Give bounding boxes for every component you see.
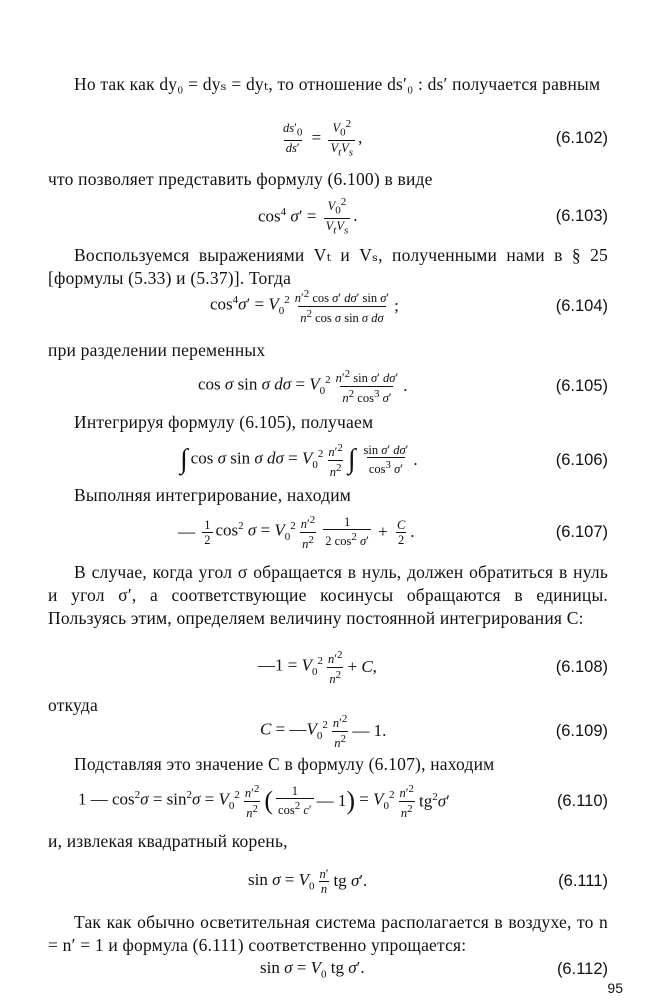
equation-6-110-formula: 1 — $\cos^2\sigma = \sin^2\sigma = V_0^2$ $\frac{n'^2}{n^2}$ ( $\frac{1}{\cos^2 c'}$ — 1 ) = $V_0^2$ $\frac{n'^2}{n^2}$ $tg^2\sigma'$: [78, 783, 450, 820]
equation-number: (6.104): [555, 296, 608, 315]
equation-6-109: [48, 711, 608, 751]
equation-6-106: [48, 440, 608, 480]
paragraph-1: [48, 73, 608, 96]
paragraph-2-text: что позволяет представить формулу (6.100) в виде: [48, 169, 433, 189]
paragraph-3-text: Воспользуемся выражениями Vₜ и Vₛ, полученными нами в § 25 [формулы (5.33) и (5.37)]. Тогда: [48, 245, 608, 288]
paragraph-6-text: Выполняя интегрирование, находим: [74, 485, 352, 505]
equation-6-107: [48, 512, 608, 552]
equation-6-103: [48, 196, 608, 236]
equation-6-111-formula: $\sin \sigma = V_0$ $\frac{n'}{n}$ tg σ′.: [248, 866, 368, 896]
equation-number: (6.109): [555, 721, 608, 740]
equation-6-105-formula: cos σ sin σ $d\sigma = V_0^2$ $\frac{n'^2 \sin \sigma' d\sigma'}{n^2 \cos^3 \sigma'}$ .: [198, 368, 408, 405]
equation-number: (6.112): [556, 959, 608, 978]
equation-6-112-formula: $\sin \sigma = V_0$ tg σ′.: [260, 957, 365, 981]
paragraph-1-text: Но так как dy₀ = dyₛ = dyₜ, то отношение ds′₀ : ds′ получается равным: [74, 74, 601, 94]
equation-6-106-formula: ∫ cos σ sin σ $d\sigma = V_0^2$ $\frac{n'^2}{n^2}$ ∫ $\frac{\text{sin σ′ dσ′}}{\cos^3 \sigma'}$ .: [180, 442, 418, 479]
equation-number: (6.106): [555, 450, 608, 469]
equation-6-111: [48, 861, 608, 901]
paragraph-10: [48, 830, 608, 853]
equation-6-105: [48, 366, 608, 406]
paragraph-5-text: Интегрируя формулу (6.105), получаем: [74, 412, 374, 432]
equation-6-112: [48, 949, 608, 989]
equation-6-107-formula: — $\frac{1}{2}$ $\cos^2 \sigma = V_0^2$ $\frac{n'^2}{n^2}$ $\frac{1}{2 \cos^2 \sigma'}$ + $\frac{C}{2}$ .: [178, 514, 415, 551]
paragraph-9: [48, 753, 608, 776]
equation-6-108: [48, 647, 608, 687]
paragraph-10-text: и, извлекая квадратный корень,: [48, 831, 288, 851]
page-number: 95: [607, 980, 623, 996]
paragraph-6: [48, 484, 608, 507]
equation-6-102: [48, 118, 608, 158]
equation-number: (6.102): [555, 128, 608, 147]
paragraph-4: [48, 339, 608, 362]
equation-6-110: [48, 781, 608, 821]
equation-number: (6.103): [555, 206, 608, 225]
equation-6-102-formula: $\frac{ds'_0}{ds'}$ = $\frac{V_0^2}{V_tV_s}$ ,: [283, 117, 363, 159]
equation-number: (6.107): [555, 522, 608, 541]
equation-6-109-formula: $C = —V_0^2$ $\frac{n'^2}{n^2}$ — 1.: [260, 713, 387, 750]
paragraph-3: [48, 244, 608, 290]
paragraph-2: [48, 168, 608, 191]
equation-number: (6.111): [558, 871, 608, 890]
paragraph-9-text: Подставляя это значение C в формулу (6.107), находим: [74, 754, 495, 774]
equation-number: (6.110): [556, 791, 608, 810]
equation-number: (6.108): [555, 657, 608, 676]
equation-6-104: [48, 286, 608, 326]
equation-number: (6.105): [555, 376, 608, 395]
paragraph-11-text: Так как обычно осветительная система располагается в воздухе, то n = n′ = 1 и формула (6.111) соответственно упрощается:: [48, 912, 608, 955]
equation-6-108-formula: —1 = $V_0^2$ $\frac{n'^2}{n^2}$ + C,: [258, 649, 377, 686]
paragraph-7: [48, 561, 608, 630]
paragraph-7-text: В случае, когда угол σ обращается в нуль, должен обратиться в нуль и угол σ′, а соответствующие косинусы обращаются в единицы. Пользуясь этим, определяем величину постоянной интегрирования C:: [48, 562, 608, 628]
paragraph-8-text: откуда: [48, 695, 98, 715]
equation-6-103-formula: $\cos^4 \sigma'$ = $\frac{V_0^2}{V_tV_s}$ .: [258, 195, 358, 237]
equation-6-104-formula: $\cos^4\sigma' = V_0^2$ $\frac{n'^2 \cos \sigma' d\sigma' \sin \sigma'}{n^2 \cos \sigma \sin \sigma d\sigma}$ ;: [210, 288, 399, 325]
paragraph-5: [48, 411, 608, 434]
paragraph-4-text: при разделении переменных: [48, 340, 266, 360]
